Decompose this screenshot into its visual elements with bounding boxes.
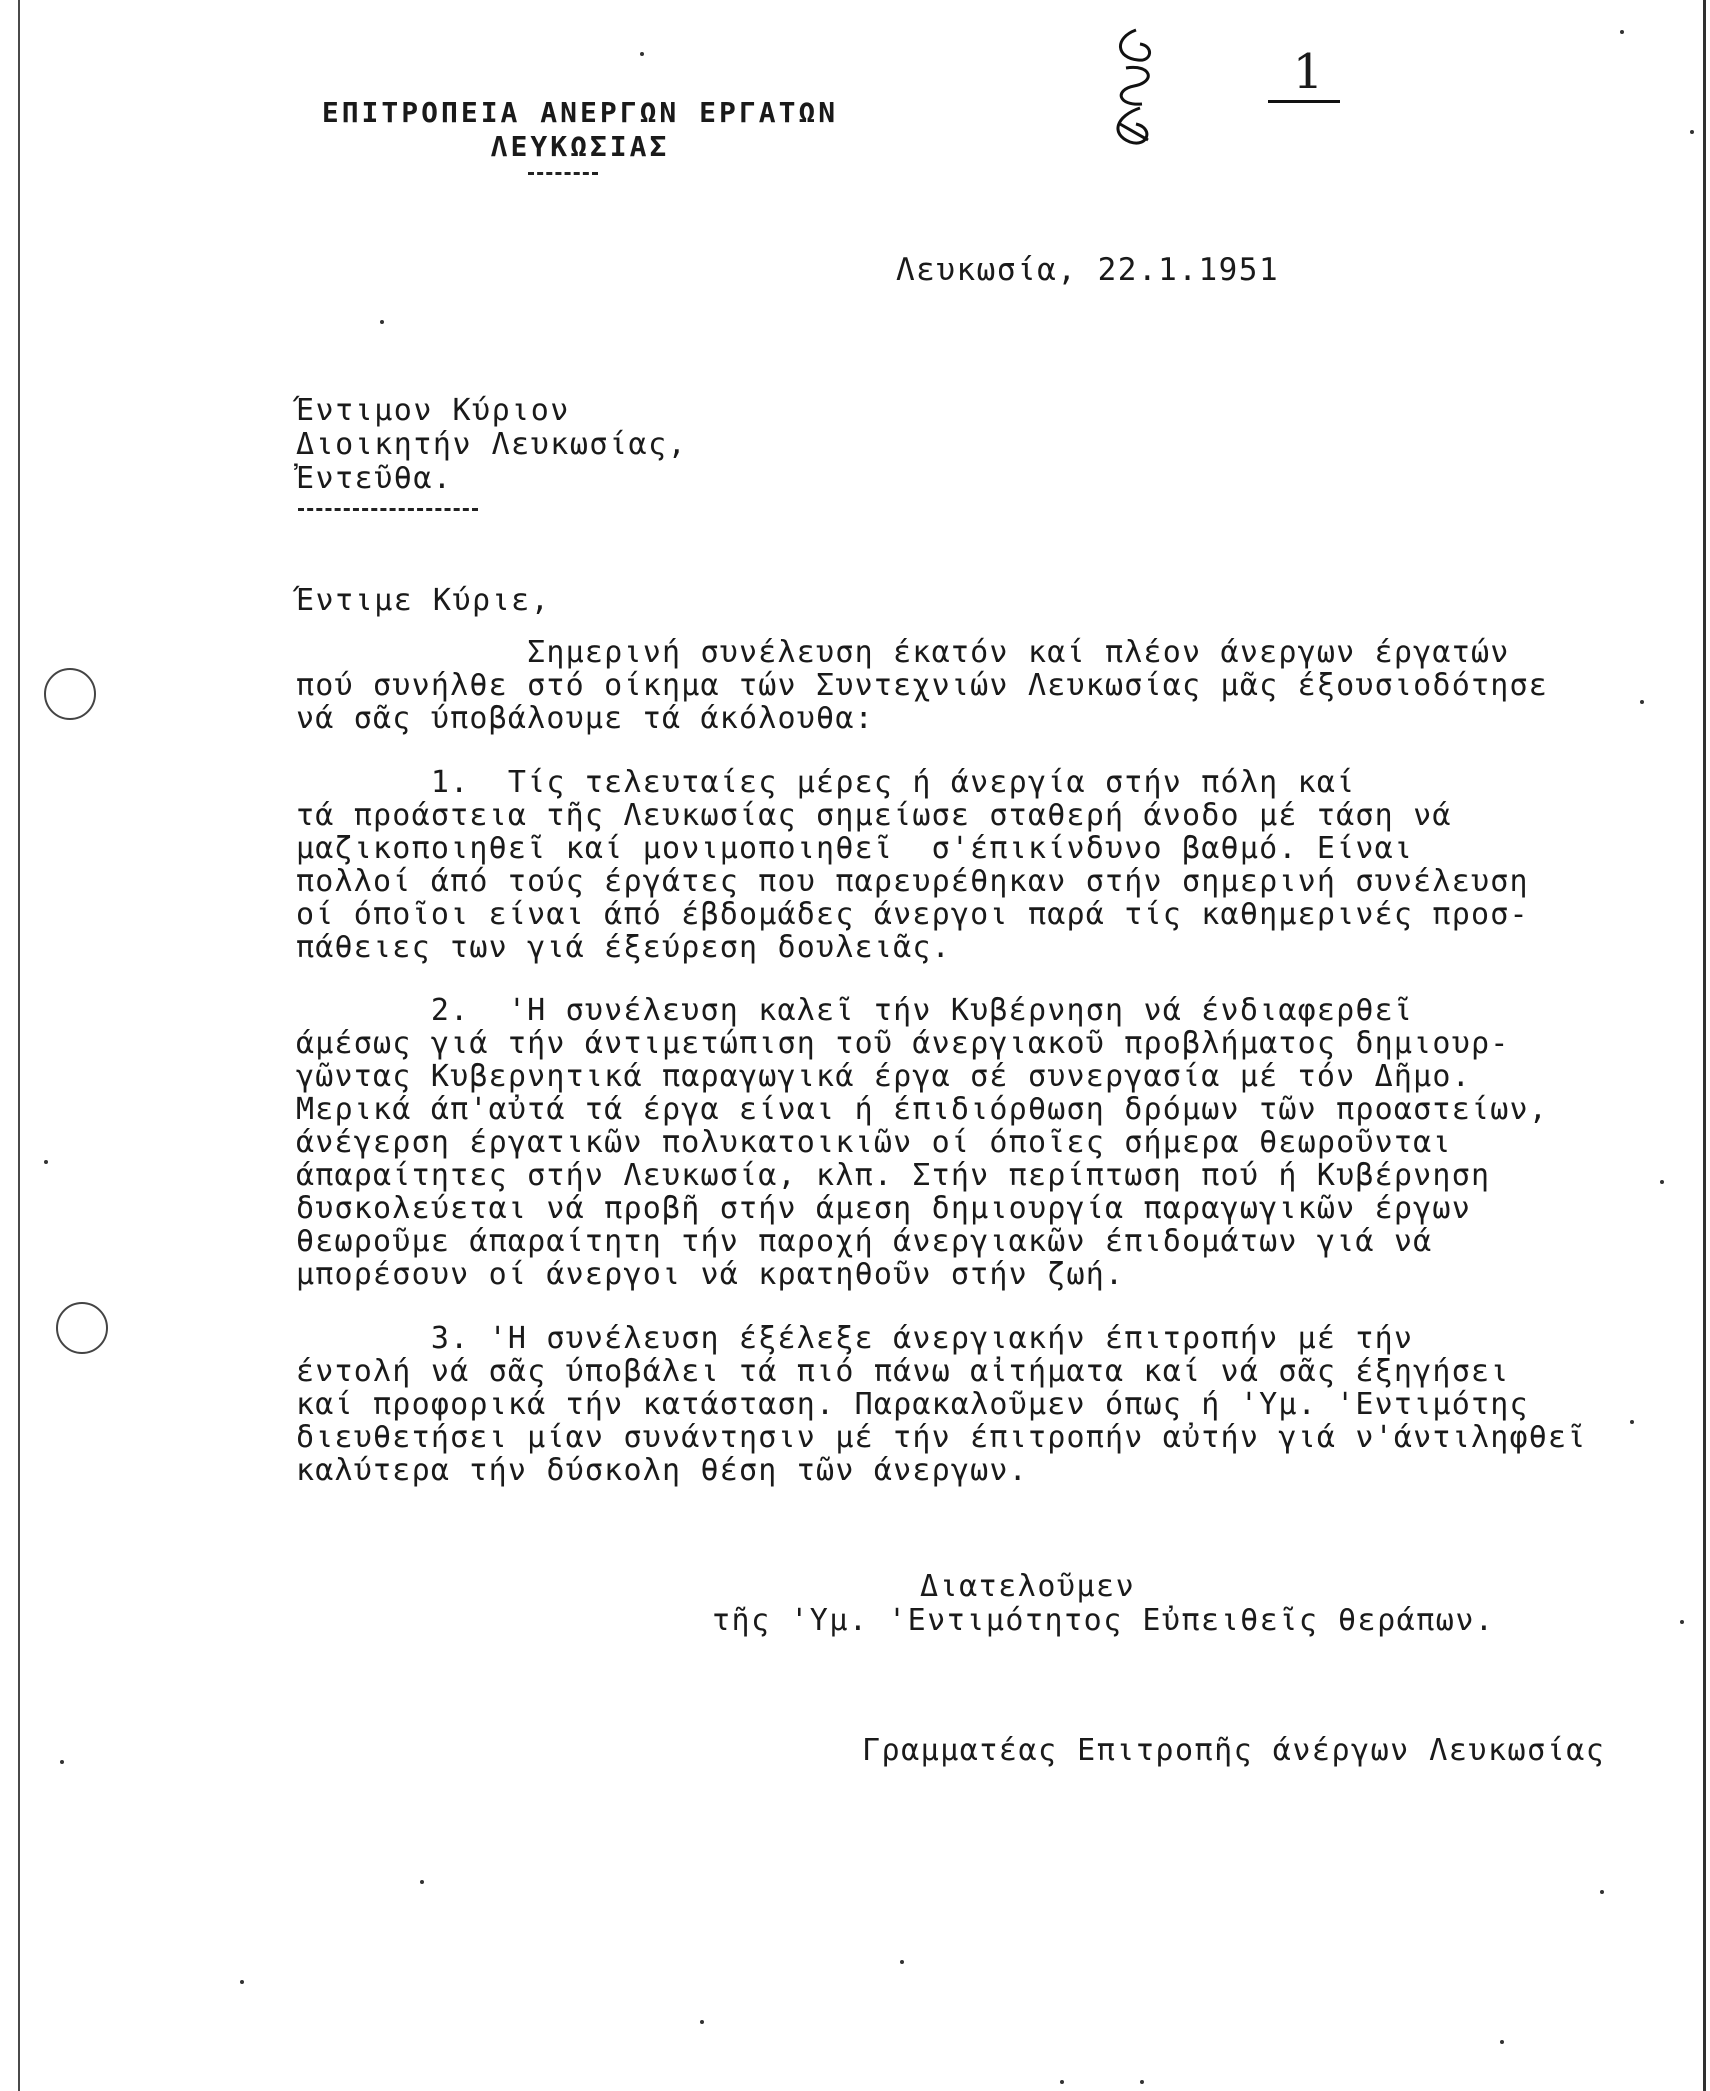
page-left-edge bbox=[18, 0, 20, 2091]
scan-speck bbox=[640, 52, 644, 56]
page-number: 1 bbox=[1292, 44, 1324, 100]
paragraph-2 bbox=[296, 994, 1636, 1291]
punch-hole-upper bbox=[44, 668, 96, 720]
scan-speck bbox=[1600, 1890, 1604, 1894]
date-line: Λευκωσία, 22.1.1951 bbox=[896, 252, 1280, 288]
closing-line1: Διατελοῦμεν bbox=[920, 1569, 1136, 1604]
text-line: τά προάστεια τῆς Λευκωσίας σημείωσε σταθερή άνοδο μέ τάση νά bbox=[296, 798, 1452, 833]
text-line: θεωροῦμε άπαραίτητη τήν παροχή άνεργιακῶν έπιδομάτων γιά νά bbox=[296, 1224, 1433, 1259]
scan-speck bbox=[900, 1960, 904, 1964]
text-line: καί προφορικά τήν κατάσταση. Παρακαλοῦμεν όπως ή 'Υμ. 'Εντιμότης bbox=[296, 1387, 1529, 1422]
addressee-line3: Ἐντεῦθα. bbox=[296, 461, 453, 496]
text-line: Σημερινή συνέλευση έκατόν καί πλέον άνεργων έργατών bbox=[296, 635, 1510, 670]
scan-speck bbox=[1620, 30, 1624, 34]
scan-speck bbox=[44, 1160, 48, 1164]
scan-speck bbox=[1060, 2080, 1064, 2084]
addressee-line2: Διοικητήν Λευκωσίας, bbox=[296, 427, 688, 462]
organization-header bbox=[300, 96, 860, 164]
closing-line2: τῆς 'Υμ. 'Εντιμότητος Εὐπειθεῖς θεράπων. bbox=[712, 1603, 1495, 1638]
text-line: Μερικά άπ'αὐτά τά έργα είναι ή έπιδιόρθωση δρόμων τῶν προαστείων, bbox=[296, 1092, 1548, 1127]
scan-speck bbox=[1680, 1620, 1684, 1624]
scan-speck bbox=[1690, 130, 1694, 134]
text-line: άμέσως γιά τήν άντιμετώπιση τοῦ άνεργιακοῦ προβλήματος δημιουρ- bbox=[296, 1026, 1510, 1061]
scan-speck bbox=[60, 1760, 64, 1764]
text-line: έντολή νά σᾶς ύποβάλει τά πιό πάνω αἰτήματα καί νά σᾶς έξηγήσει bbox=[296, 1354, 1510, 1389]
handwritten-initials bbox=[1096, 24, 1166, 164]
text-line: 2. 'Η συνέλευση καλεῖ τήν Κυβέρνηση νά ένδιαφερθεῖ bbox=[296, 993, 1414, 1028]
scan-speck bbox=[700, 2020, 704, 2024]
paragraph-1 bbox=[296, 766, 1636, 964]
scan-speck bbox=[1640, 700, 1644, 704]
text-line: μαζικοποιηθεῖ καί μονιμοποιηθεῖ σ'έπικίνδυνο βαθμό. Είναι bbox=[296, 831, 1414, 866]
addressee-line1: Έντιμον Κύριον bbox=[296, 393, 570, 428]
text-line: άνέγερση έργατικῶν πολυκατοικιῶν οί όποῖες σήμερα θεωροῦνται bbox=[296, 1125, 1452, 1160]
addressee-underline bbox=[298, 508, 478, 511]
org-name-line2: ΛΕΥΚΩΣΙΑΣ bbox=[490, 130, 670, 163]
text-line: μπορέσουν οί άνεργοι νά κρατηθοῦν στήν ζωή. bbox=[296, 1257, 1125, 1292]
text-line: καλύτερα τήν δύσκολη θέση τῶν άνεργων. bbox=[296, 1453, 1028, 1488]
text-line: 3. 'Η συνέλευση έξέλεξε άνεργιακήν έπιτροπήν μέ τήν bbox=[296, 1321, 1414, 1356]
scan-speck bbox=[420, 1880, 424, 1884]
scan-speck bbox=[240, 1980, 244, 1984]
salutation: Έντιμε Κύριε, bbox=[296, 583, 551, 618]
text-line: νά σᾶς ύποβάλουμε τά άκόλουθα: bbox=[296, 701, 874, 736]
text-line: άπαραίτητες στήν Λευκωσία, κλπ. Στήν περίπτωση πού ή Κυβέρνηση bbox=[296, 1158, 1491, 1193]
intro-paragraph bbox=[296, 636, 1636, 735]
text-line: πολλοί άπό τούς έργάτες που παρευρέθηκαν στήν σημερινή συνέλευση bbox=[296, 864, 1529, 899]
text-line: πού συνήλθε στό οίκημα τών Συντεχνιών Λευκωσίας μᾶς έξουσιοδότησε bbox=[296, 668, 1548, 703]
scan-speck bbox=[1660, 1180, 1664, 1184]
text-line: γῶντας Κυβερνητικά παραγωγικά έργα σέ συνεργασία μέ τόν Δῆμο. bbox=[296, 1059, 1471, 1094]
text-line: οί όποῖοι είναι άπό έβδομάδες άνεργοι παρά τίς καθημερινές προσ- bbox=[296, 897, 1529, 932]
text-line: 1. Τίς τελευταίες μέρες ή άνεργία στήν πόλη καί bbox=[296, 765, 1356, 800]
page-right-edge bbox=[1703, 0, 1706, 2091]
paragraph-3 bbox=[296, 1322, 1636, 1487]
scan-speck bbox=[1140, 2080, 1144, 2084]
signature-line: Γραμματέας Επιτροπῆς άνέργων Λευκωσίας bbox=[862, 1733, 1606, 1768]
header-divider bbox=[528, 172, 598, 175]
scan-speck bbox=[1630, 1420, 1634, 1424]
page-number-underline bbox=[1268, 100, 1340, 103]
org-name-line1: ΕΠΙΤΡΟΠΕΙΑ ΑΝΕΡΓΩΝ ΕΡΓΑΤΩΝ bbox=[321, 96, 839, 129]
punch-hole-lower bbox=[56, 1302, 108, 1354]
scan-speck bbox=[1500, 2040, 1504, 2044]
scan-speck bbox=[380, 320, 384, 324]
text-line: πάθειες των γιά έξεύρεση δουλειᾶς. bbox=[296, 930, 951, 965]
text-line: δυσκολεύεται νά προβῆ στήν άμεση δημιουργία παραγωγικῶν έργων bbox=[296, 1191, 1471, 1226]
text-line: διευθετήσει μίαν συνάντησιν μέ τήν έπιτροπήν αὐτήν γιά ν'άντιληφθεῖ bbox=[296, 1420, 1587, 1455]
